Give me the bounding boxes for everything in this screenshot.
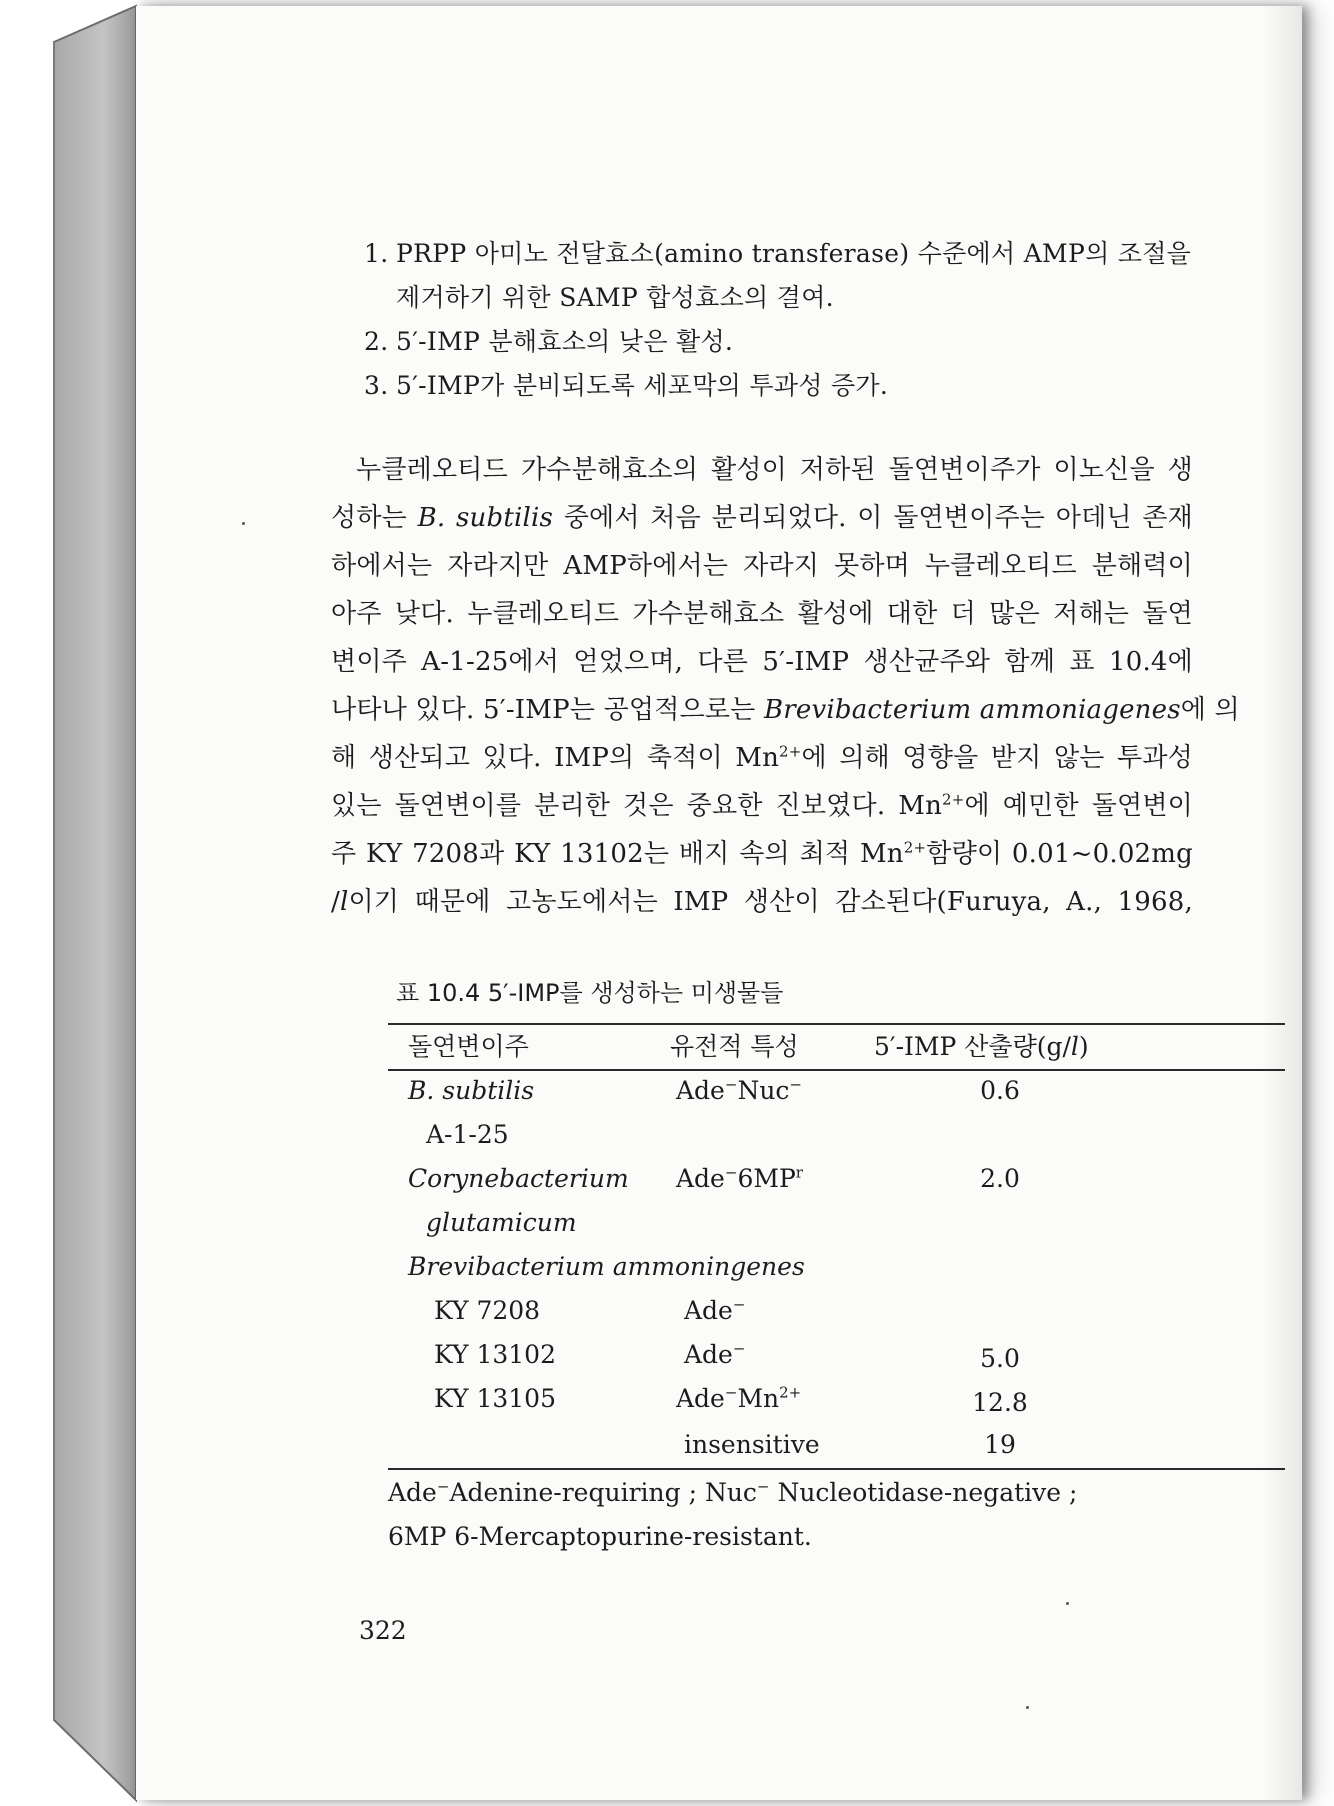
unit-liter: l: [339, 887, 349, 917]
table-row-strain: glutamicum: [426, 1208, 577, 1237]
text: Nuc: [737, 1076, 790, 1105]
text: 나타나 있다. 5′-IMP는 공업적으로는: [331, 695, 764, 725]
text: Ade: [676, 1076, 725, 1105]
superscript: 2+: [779, 1383, 802, 1402]
superscript: r: [795, 1163, 803, 1182]
superscript: −: [724, 1163, 738, 1182]
table-row-strain: KY 13102: [434, 1340, 556, 1369]
paragraph-line-2: [331, 502, 1193, 534]
table-bottom-rule: [388, 1468, 1285, 1470]
text: ): [1078, 1032, 1089, 1061]
table-row-strain: KY 7208: [434, 1296, 541, 1325]
text: 6MP: [737, 1164, 796, 1193]
text: /: [331, 887, 340, 917]
list-text: 제거하기 위한 SAMP 합성효소의 결여.: [396, 283, 834, 312]
table-row-strain: B. subtilis: [408, 1076, 535, 1105]
table-row-yield: 5.0: [980, 1344, 1020, 1373]
list-text: PRPP 아미노 전달효소(amino transferase) 수준에서 AMP의 조절을: [396, 239, 1192, 268]
superscript: −: [724, 1075, 738, 1094]
paragraph-line-8: [331, 790, 1193, 822]
text: 에 의해 영향을 받지 않는 투과성: [801, 743, 1193, 773]
text: 이기 때문에 고농도에서는 IMP 생산이 감소된다(Furuya, A., 1968,: [348, 887, 1193, 917]
list-text: 5′-IMP가 분비되도록 세포막의 투과성 증가.: [396, 371, 889, 400]
text: Adenine-requiring ; Nuc: [449, 1478, 757, 1507]
paragraph-line-3: 하에서는 자라지만 AMP하에서는 자라지 못하며 누클레오티드 분해력이: [331, 551, 1193, 581]
header-trait: 유전적 특성: [670, 1032, 799, 1061]
text: Ade: [388, 1478, 437, 1507]
table-footnote-2: 6MP 6-Mercaptopurine-resistant.: [388, 1522, 812, 1551]
species-name: B. subtilis: [417, 503, 554, 533]
paper-speck: [1066, 1602, 1069, 1605]
table-row-yield: 2.0: [980, 1164, 1020, 1193]
paragraph-line-5: 변이주 A-1-25에서 얻었으며, 다른 5′-IMP 생산균주와 함께 표 10.4에: [331, 647, 1193, 677]
superscript: −: [724, 1383, 738, 1402]
table-row-trait: [684, 1296, 745, 1326]
list-item-2: [364, 327, 733, 357]
text: Ade: [684, 1296, 733, 1325]
superscript: 2+: [903, 838, 927, 857]
table-row-strain: A-1-25: [426, 1120, 509, 1149]
text: 성하는: [331, 503, 418, 533]
list-number: 3.: [364, 371, 389, 400]
superscript: 2+: [779, 742, 802, 761]
text: 에 예민한 돌연변이: [964, 791, 1193, 821]
table-row-yield: 19: [984, 1430, 1016, 1459]
paragraph-line-9: [331, 838, 1193, 870]
list-number: 1.: [364, 239, 389, 268]
text: Ade: [676, 1384, 725, 1413]
paragraph-line-10: [331, 886, 1193, 918]
text: Nucleotidase-negative ;: [769, 1478, 1078, 1507]
species-name: Brevibacterium ammoniagenes: [763, 695, 1181, 725]
table-row-trait: [684, 1340, 745, 1370]
table-top-rule: [388, 1023, 1285, 1025]
page-number: 322: [359, 1616, 407, 1645]
list-number: 2.: [364, 327, 389, 356]
unit-liter: l: [1070, 1032, 1079, 1061]
list-item-1-continued: [396, 283, 834, 313]
table-row-strain: KY 13105: [434, 1384, 556, 1413]
table-caption: 표 10.4 5′-IMP를 생성하는 미생물들: [396, 979, 784, 1007]
paragraph-line-7: [331, 742, 1193, 774]
list-item-3: [364, 371, 888, 401]
table-row-yield: 12.8: [972, 1388, 1028, 1417]
superscript: −: [732, 1295, 746, 1314]
table-row-trait: [676, 1164, 803, 1194]
paragraph-line-6: [331, 694, 1240, 726]
header-strain: 돌연변이주: [408, 1032, 529, 1061]
table-row-trait: [676, 1076, 802, 1106]
superscript: 2+: [942, 790, 965, 809]
list-item-1: [364, 239, 1191, 269]
text: Ade: [676, 1164, 725, 1193]
paper-speck: [242, 522, 245, 525]
text: 있는 돌연변이를 분리한 것은 중요한 진보였다. Mn: [331, 791, 943, 821]
paragraph-line-1: 누클레오티드 가수분해효소의 활성이 저하된 돌연변이주가 이노신을 생: [356, 455, 1193, 485]
text: 5′-IMP 산출량(g/: [874, 1032, 1071, 1061]
page-content: [136, 6, 1302, 1800]
table-row-yield: 0.6: [980, 1076, 1020, 1105]
paper-speck: [1026, 1706, 1029, 1709]
book-page: [136, 6, 1302, 1800]
superscript: −: [436, 1477, 450, 1496]
list-text: 5′-IMP 분해효소의 낮은 활성.: [396, 327, 734, 356]
text: Mn: [737, 1384, 780, 1413]
table-header-rule: [388, 1069, 1285, 1071]
table-row-trait: [676, 1384, 801, 1414]
paragraph-line-4: 아주 낮다. 누클레오티드 가수분해효소 활성에 대한 더 많은 저해는 돌연: [331, 599, 1193, 629]
superscript: −: [732, 1339, 746, 1358]
header-yield: [874, 1032, 1089, 1062]
table-row-trait: insensitive: [684, 1430, 820, 1459]
text: Ade: [684, 1340, 733, 1369]
text: 주 KY 7208과 KY 13102는 배지 속의 최적 Mn: [331, 839, 904, 869]
superscript: −: [789, 1075, 802, 1094]
superscript: −: [756, 1477, 770, 1496]
table-row-strain: Corynebacterium: [408, 1164, 629, 1193]
table-row-strain: Brevibacterium ammoningenes: [408, 1252, 805, 1281]
text: 에 의: [1180, 695, 1240, 725]
text: 해 생산되고 있다. IMP의 축적이 Mn: [331, 743, 780, 773]
text: 중에서 처음 분리되었다. 이 돌연변이주는 아데닌 존재: [553, 503, 1193, 533]
table-footnote-1: [388, 1478, 1077, 1508]
text: 함량이 0.01~0.02mg: [926, 839, 1193, 869]
